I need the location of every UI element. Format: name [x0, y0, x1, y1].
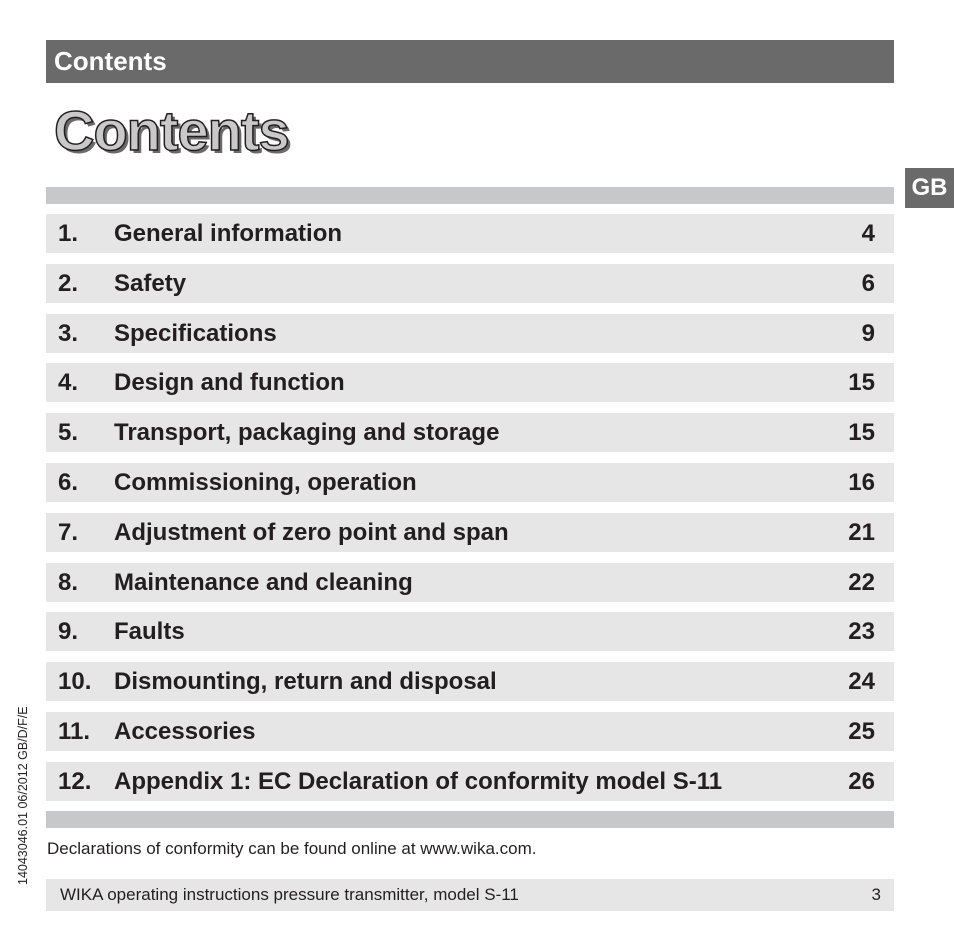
toc-row[interactable] — [46, 662, 894, 701]
toc-row[interactable] — [46, 563, 894, 602]
toc-page: 23 — [848, 618, 875, 646]
toc-title: Dismounting, return and disposal — [114, 668, 497, 696]
toc-number: 8. — [58, 568, 79, 596]
toc-number: 11. — [58, 717, 91, 745]
toc-row[interactable] — [46, 363, 894, 402]
toc-row[interactable] — [46, 264, 894, 303]
toc-row[interactable] — [46, 513, 894, 552]
toc-number: 2. — [58, 269, 79, 297]
page-footer — [46, 879, 894, 911]
toc-title: Design and function — [114, 369, 345, 397]
toc-number: 7. — [58, 518, 79, 546]
toc-title: Commissioning, operation — [114, 468, 417, 496]
toc-title: Faults — [114, 618, 185, 646]
toc-page: 22 — [848, 568, 875, 596]
page-title: Contents — [54, 99, 289, 162]
toc-title: Appendix 1: EC Declaration of conformity model S-11 — [114, 767, 723, 795]
toc-row[interactable] — [46, 413, 894, 452]
toc-page: 4 — [861, 220, 875, 247]
section-header-label: Contents — [54, 46, 167, 76]
toc-row[interactable] — [46, 712, 894, 751]
language-tab: GB — [905, 168, 954, 208]
toc-page: 9 — [861, 319, 875, 347]
toc-page: 21 — [848, 518, 875, 546]
toc-row[interactable] — [46, 314, 894, 353]
footer-text: WIKA operating instructions pressure transmitter, model S-11 — [60, 885, 519, 904]
toc-page: 25 — [848, 717, 875, 745]
separator-top — [46, 187, 894, 204]
toc-row[interactable] — [46, 214, 894, 253]
toc-title: Transport, packaging and storage — [114, 419, 500, 447]
toc-number: 10. — [58, 668, 92, 696]
toc-page: 16 — [848, 468, 875, 496]
toc-page: 15 — [848, 419, 875, 447]
conformity-note: Declarations of conformity can be found online at www.wika.com. — [47, 839, 537, 858]
document-code: 14043046.01 06/2012 GB/D/F/E — [16, 706, 30, 885]
toc-title: Safety — [114, 269, 187, 297]
toc-page: 6 — [861, 269, 875, 297]
toc-number: 6. — [58, 468, 79, 496]
toc-page: 26 — [848, 767, 875, 795]
toc-title: Specifications — [114, 319, 277, 347]
separator-bottom — [46, 811, 894, 828]
toc-number: 5. — [58, 419, 79, 447]
toc-row[interactable] — [46, 762, 894, 801]
toc-number: 12. — [58, 767, 92, 795]
toc-page: 15 — [848, 369, 875, 397]
toc-number: 1. — [58, 220, 79, 247]
footer-page-number: 3 — [871, 885, 881, 904]
table-of-contents — [46, 214, 894, 812]
toc-title: Adjustment of zero point and span — [114, 518, 509, 546]
toc-number: 4. — [58, 369, 79, 397]
toc-number: 3. — [58, 319, 79, 347]
toc-row[interactable] — [46, 463, 894, 502]
toc-row[interactable] — [46, 612, 894, 651]
toc-title: Maintenance and cleaning — [114, 568, 413, 596]
toc-number: 9. — [58, 618, 79, 646]
toc-title: General information — [114, 220, 343, 247]
toc-title: Accessories — [114, 717, 256, 745]
section-header — [46, 40, 894, 83]
toc-page: 24 — [848, 668, 875, 696]
